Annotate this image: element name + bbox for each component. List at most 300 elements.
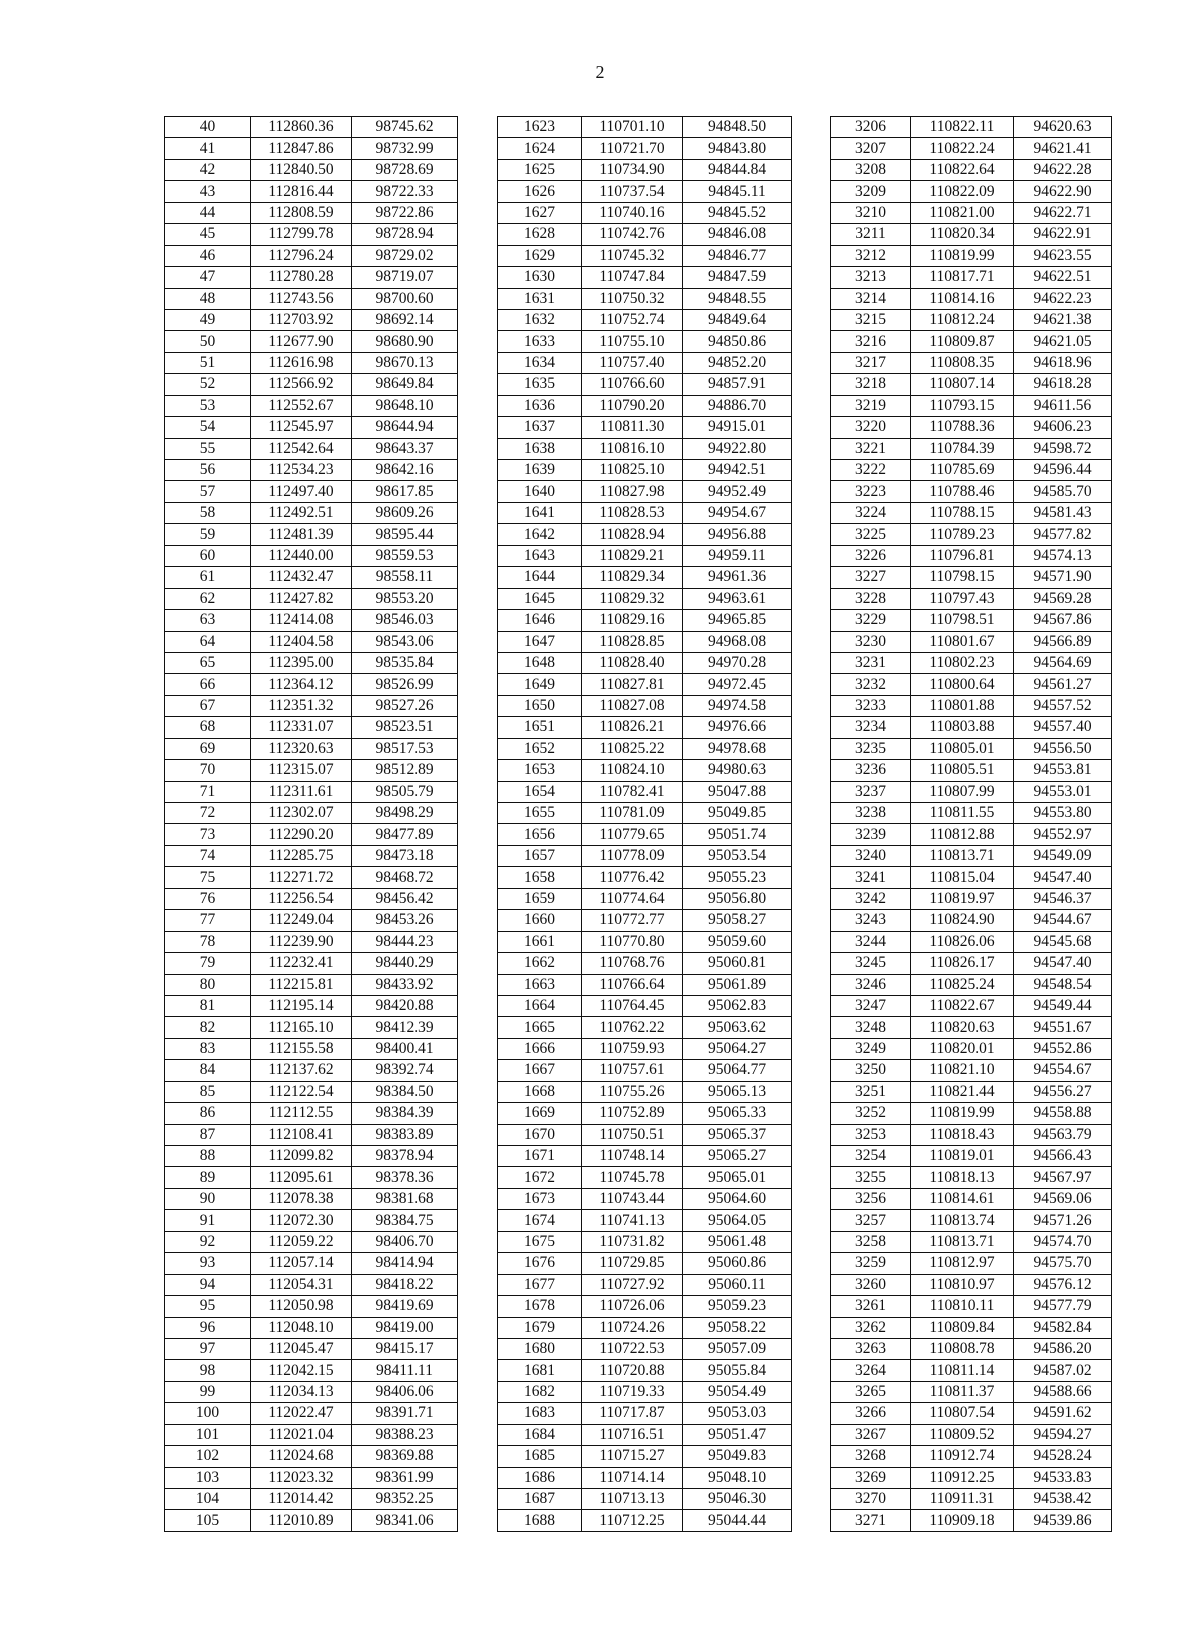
point-number-cell: 105 xyxy=(165,1510,251,1531)
point-number-cell: 1651 xyxy=(498,717,582,738)
table-row xyxy=(831,1467,1112,1488)
point-number-cell: 3217 xyxy=(831,352,911,373)
y-coordinate-cell: 94575.70 xyxy=(1014,1253,1112,1274)
point-number-cell: 3211 xyxy=(831,224,911,245)
point-number-cell: 41 xyxy=(165,138,251,159)
y-coordinate-cell: 94558.88 xyxy=(1014,1103,1112,1124)
x-coordinate-cell: 110819.97 xyxy=(911,888,1014,909)
y-coordinate-cell: 94844.84 xyxy=(683,159,792,180)
point-number-cell: 88 xyxy=(165,1146,251,1167)
table-row xyxy=(165,438,458,459)
table-row xyxy=(165,1403,458,1424)
y-coordinate-cell: 94528.24 xyxy=(1014,1446,1112,1467)
table-row xyxy=(498,224,792,245)
y-coordinate-cell: 98477.89 xyxy=(352,824,458,845)
point-number-cell: 1660 xyxy=(498,910,582,931)
point-number-cell: 3222 xyxy=(831,460,911,481)
point-number-cell: 1680 xyxy=(498,1338,582,1359)
table-row xyxy=(498,181,792,202)
y-coordinate-cell: 94846.77 xyxy=(683,245,792,266)
x-coordinate-cell: 110784.39 xyxy=(911,438,1014,459)
table-row xyxy=(831,524,1112,545)
point-number-cell: 1645 xyxy=(498,588,582,609)
x-coordinate-cell: 110822.64 xyxy=(911,159,1014,180)
x-coordinate-cell: 112034.13 xyxy=(251,1381,352,1402)
table-row xyxy=(165,352,458,373)
x-coordinate-cell: 110824.10 xyxy=(582,760,683,781)
x-coordinate-cell: 110755.26 xyxy=(582,1081,683,1102)
y-coordinate-cell: 98468.72 xyxy=(352,867,458,888)
point-number-cell: 1652 xyxy=(498,738,582,759)
table-row xyxy=(165,803,458,824)
x-coordinate-cell: 110731.82 xyxy=(582,1231,683,1252)
x-coordinate-cell: 110800.64 xyxy=(911,674,1014,695)
x-coordinate-cell: 112816.44 xyxy=(251,181,352,202)
point-number-cell: 79 xyxy=(165,953,251,974)
x-coordinate-cell: 110717.87 xyxy=(582,1403,683,1424)
y-coordinate-cell: 98369.88 xyxy=(352,1446,458,1467)
point-number-cell: 3231 xyxy=(831,652,911,673)
x-coordinate-cell: 112552.67 xyxy=(251,395,352,416)
y-coordinate-cell: 94561.27 xyxy=(1014,674,1112,695)
table-row xyxy=(498,845,792,866)
table-row xyxy=(831,867,1112,888)
y-coordinate-cell: 98400.41 xyxy=(352,1038,458,1059)
y-coordinate-cell: 94954.67 xyxy=(683,502,792,523)
y-coordinate-cell: 94849.64 xyxy=(683,309,792,330)
table-row xyxy=(165,1317,458,1338)
x-coordinate-cell: 110818.43 xyxy=(911,1124,1014,1145)
x-coordinate-cell: 112285.75 xyxy=(251,845,352,866)
x-coordinate-cell: 112021.04 xyxy=(251,1424,352,1445)
x-coordinate-cell: 112195.14 xyxy=(251,995,352,1016)
point-number-cell: 96 xyxy=(165,1317,251,1338)
point-number-cell: 3269 xyxy=(831,1467,911,1488)
point-number-cell: 1634 xyxy=(498,352,582,373)
x-coordinate-cell: 110810.97 xyxy=(911,1274,1014,1295)
y-coordinate-cell: 94618.28 xyxy=(1014,374,1112,395)
x-coordinate-cell: 110807.54 xyxy=(911,1403,1014,1424)
x-coordinate-cell: 112042.15 xyxy=(251,1360,352,1381)
x-coordinate-cell: 112048.10 xyxy=(251,1317,352,1338)
y-coordinate-cell: 98378.94 xyxy=(352,1146,458,1167)
point-number-cell: 3230 xyxy=(831,631,911,652)
y-coordinate-cell: 94552.97 xyxy=(1014,824,1112,845)
point-number-cell: 104 xyxy=(165,1489,251,1510)
y-coordinate-cell: 94591.62 xyxy=(1014,1403,1112,1424)
y-coordinate-cell: 98642.16 xyxy=(352,460,458,481)
x-coordinate-cell: 110768.76 xyxy=(582,953,683,974)
x-coordinate-cell: 112481.39 xyxy=(251,524,352,545)
y-coordinate-cell: 98420.88 xyxy=(352,995,458,1016)
y-coordinate-cell: 94571.26 xyxy=(1014,1210,1112,1231)
table-row xyxy=(498,867,792,888)
point-number-cell: 3254 xyxy=(831,1146,911,1167)
x-coordinate-cell: 110820.63 xyxy=(911,1017,1014,1038)
table-row xyxy=(831,374,1112,395)
x-coordinate-cell: 112232.41 xyxy=(251,953,352,974)
table-row xyxy=(831,1146,1112,1167)
table-row xyxy=(831,417,1112,438)
table-row xyxy=(498,803,792,824)
table-row xyxy=(831,824,1112,845)
x-coordinate-cell: 112059.22 xyxy=(251,1231,352,1252)
point-number-cell: 1661 xyxy=(498,931,582,952)
x-coordinate-cell: 110781.09 xyxy=(582,803,683,824)
table-row xyxy=(498,1510,792,1531)
y-coordinate-cell: 94576.12 xyxy=(1014,1274,1112,1295)
y-coordinate-cell: 94972.45 xyxy=(683,674,792,695)
x-coordinate-cell: 110811.30 xyxy=(582,417,683,438)
table-row xyxy=(831,1296,1112,1317)
y-coordinate-cell: 98419.69 xyxy=(352,1296,458,1317)
y-coordinate-cell: 94554.67 xyxy=(1014,1060,1112,1081)
table-row xyxy=(831,245,1112,266)
y-coordinate-cell: 95064.60 xyxy=(683,1188,792,1209)
point-number-cell: 1648 xyxy=(498,652,582,673)
x-coordinate-cell: 110815.04 xyxy=(911,867,1014,888)
point-number-cell: 3239 xyxy=(831,824,911,845)
point-number-cell: 53 xyxy=(165,395,251,416)
x-coordinate-cell: 110828.94 xyxy=(582,524,683,545)
y-coordinate-cell: 94623.55 xyxy=(1014,245,1112,266)
table-row xyxy=(165,995,458,1016)
x-coordinate-cell: 110819.99 xyxy=(911,1103,1014,1124)
table-row xyxy=(498,910,792,931)
y-coordinate-cell: 98418.22 xyxy=(352,1274,458,1295)
table-row xyxy=(165,1103,458,1124)
table-row xyxy=(831,760,1112,781)
x-coordinate-cell: 112078.38 xyxy=(251,1188,352,1209)
y-coordinate-cell: 94557.40 xyxy=(1014,717,1112,738)
point-number-cell: 1667 xyxy=(498,1060,582,1081)
point-number-cell: 50 xyxy=(165,331,251,352)
point-number-cell: 3240 xyxy=(831,845,911,866)
x-coordinate-cell: 110814.16 xyxy=(911,288,1014,309)
point-number-cell: 3243 xyxy=(831,910,911,931)
y-coordinate-cell: 94538.42 xyxy=(1014,1489,1112,1510)
point-number-cell: 3250 xyxy=(831,1060,911,1081)
table-row xyxy=(498,1489,792,1510)
table-row xyxy=(498,1446,792,1467)
table-row xyxy=(165,588,458,609)
table-row xyxy=(831,888,1112,909)
table-row xyxy=(165,1424,458,1445)
table-row xyxy=(165,545,458,566)
table-row xyxy=(165,1446,458,1467)
point-number-cell: 61 xyxy=(165,567,251,588)
point-number-cell: 3267 xyxy=(831,1424,911,1445)
x-coordinate-cell: 110809.52 xyxy=(911,1424,1014,1445)
x-coordinate-cell: 110721.70 xyxy=(582,138,683,159)
y-coordinate-cell: 98523.51 xyxy=(352,717,458,738)
point-number-cell: 1654 xyxy=(498,781,582,802)
table-row xyxy=(831,610,1112,631)
table-row xyxy=(831,1081,1112,1102)
y-coordinate-cell: 94553.01 xyxy=(1014,781,1112,802)
table-row xyxy=(831,1231,1112,1252)
table-row xyxy=(165,117,458,138)
y-coordinate-cell: 94539.86 xyxy=(1014,1510,1112,1531)
point-number-cell: 64 xyxy=(165,631,251,652)
y-coordinate-cell: 95053.03 xyxy=(683,1403,792,1424)
point-number-cell: 1628 xyxy=(498,224,582,245)
point-number-cell: 1673 xyxy=(498,1188,582,1209)
x-coordinate-cell: 112860.36 xyxy=(251,117,352,138)
x-coordinate-cell: 110727.92 xyxy=(582,1274,683,1295)
point-number-cell: 3246 xyxy=(831,974,911,995)
x-coordinate-cell: 112290.20 xyxy=(251,824,352,845)
x-coordinate-cell: 110757.61 xyxy=(582,1060,683,1081)
point-number-cell: 3225 xyxy=(831,524,911,545)
y-coordinate-cell: 94544.67 xyxy=(1014,910,1112,931)
table-row xyxy=(165,1038,458,1059)
point-number-cell: 1631 xyxy=(498,288,582,309)
table-row xyxy=(498,1146,792,1167)
x-coordinate-cell: 110745.78 xyxy=(582,1167,683,1188)
y-coordinate-cell: 94598.72 xyxy=(1014,438,1112,459)
table-row xyxy=(498,1188,792,1209)
x-coordinate-cell: 112542.64 xyxy=(251,438,352,459)
table-row xyxy=(498,1274,792,1295)
point-number-cell: 3233 xyxy=(831,695,911,716)
x-coordinate-cell: 110789.23 xyxy=(911,524,1014,545)
point-number-cell: 1671 xyxy=(498,1146,582,1167)
y-coordinate-cell: 98558.11 xyxy=(352,567,458,588)
y-coordinate-cell: 94547.40 xyxy=(1014,953,1112,974)
y-coordinate-cell: 94618.96 xyxy=(1014,352,1112,373)
y-coordinate-cell: 95065.37 xyxy=(683,1124,792,1145)
x-coordinate-cell: 112492.51 xyxy=(251,502,352,523)
x-coordinate-cell: 110813.74 xyxy=(911,1210,1014,1231)
table-row xyxy=(165,374,458,395)
y-coordinate-cell: 94582.84 xyxy=(1014,1317,1112,1338)
point-number-cell: 1664 xyxy=(498,995,582,1016)
table-row xyxy=(831,1103,1112,1124)
x-coordinate-cell: 110722.53 xyxy=(582,1338,683,1359)
table-row xyxy=(165,674,458,695)
table-row xyxy=(831,953,1112,974)
point-number-cell: 86 xyxy=(165,1103,251,1124)
point-number-cell: 1627 xyxy=(498,202,582,223)
x-coordinate-cell: 112099.82 xyxy=(251,1146,352,1167)
x-coordinate-cell: 112796.24 xyxy=(251,245,352,266)
table-row xyxy=(498,438,792,459)
x-coordinate-cell: 110713.13 xyxy=(582,1489,683,1510)
point-number-cell: 3235 xyxy=(831,738,911,759)
y-coordinate-cell: 94557.52 xyxy=(1014,695,1112,716)
table-row xyxy=(831,1317,1112,1338)
x-coordinate-cell: 112014.42 xyxy=(251,1489,352,1510)
y-coordinate-cell: 95055.84 xyxy=(683,1360,792,1381)
x-coordinate-cell: 110813.71 xyxy=(911,845,1014,866)
y-coordinate-cell: 94552.86 xyxy=(1014,1038,1112,1059)
point-number-cell: 1657 xyxy=(498,845,582,866)
x-coordinate-cell: 110820.34 xyxy=(911,224,1014,245)
y-coordinate-cell: 94968.08 xyxy=(683,631,792,652)
table-row xyxy=(165,1381,458,1402)
point-number-cell: 1650 xyxy=(498,695,582,716)
table-row xyxy=(498,202,792,223)
point-number-cell: 45 xyxy=(165,224,251,245)
point-number-cell: 3214 xyxy=(831,288,911,309)
table-row xyxy=(831,1489,1112,1510)
x-coordinate-cell: 112497.40 xyxy=(251,481,352,502)
y-coordinate-cell: 98419.00 xyxy=(352,1317,458,1338)
table-row xyxy=(831,695,1112,716)
x-coordinate-cell: 110729.85 xyxy=(582,1253,683,1274)
point-number-cell: 62 xyxy=(165,588,251,609)
point-number-cell: 1653 xyxy=(498,760,582,781)
table-row xyxy=(165,1210,458,1231)
table-row xyxy=(165,931,458,952)
y-coordinate-cell: 98543.06 xyxy=(352,631,458,652)
table-row xyxy=(165,867,458,888)
x-coordinate-cell: 112095.61 xyxy=(251,1167,352,1188)
table-row xyxy=(831,1274,1112,1295)
y-coordinate-cell: 94581.43 xyxy=(1014,502,1112,523)
table-row xyxy=(831,1210,1112,1231)
y-coordinate-cell: 98729.02 xyxy=(352,245,458,266)
y-coordinate-cell: 94847.59 xyxy=(683,267,792,288)
x-coordinate-cell: 112315.07 xyxy=(251,760,352,781)
point-number-cell: 1679 xyxy=(498,1317,582,1338)
x-coordinate-cell: 112404.58 xyxy=(251,631,352,652)
y-coordinate-cell: 98722.86 xyxy=(352,202,458,223)
y-coordinate-cell: 94547.40 xyxy=(1014,867,1112,888)
table-row xyxy=(498,138,792,159)
x-coordinate-cell: 112122.54 xyxy=(251,1081,352,1102)
x-coordinate-cell: 112108.41 xyxy=(251,1124,352,1145)
x-coordinate-cell: 110829.16 xyxy=(582,610,683,631)
point-number-cell: 1636 xyxy=(498,395,582,416)
y-coordinate-cell: 95044.44 xyxy=(683,1510,792,1531)
y-coordinate-cell: 98644.94 xyxy=(352,417,458,438)
point-number-cell: 97 xyxy=(165,1338,251,1359)
point-number-cell: 1670 xyxy=(498,1124,582,1145)
point-number-cell: 42 xyxy=(165,159,251,180)
table-row xyxy=(831,717,1112,738)
y-coordinate-cell: 94563.79 xyxy=(1014,1124,1112,1145)
x-coordinate-cell: 110790.20 xyxy=(582,395,683,416)
x-coordinate-cell: 112010.89 xyxy=(251,1510,352,1531)
y-coordinate-cell: 98517.53 xyxy=(352,738,458,759)
table-row xyxy=(831,1424,1112,1445)
y-coordinate-cell: 95049.85 xyxy=(683,803,792,824)
y-coordinate-cell: 94970.28 xyxy=(683,652,792,673)
point-number-cell: 70 xyxy=(165,760,251,781)
y-coordinate-cell: 94956.88 xyxy=(683,524,792,545)
x-coordinate-cell: 110797.43 xyxy=(911,588,1014,609)
y-coordinate-cell: 95048.10 xyxy=(683,1467,792,1488)
point-number-cell: 103 xyxy=(165,1467,251,1488)
y-coordinate-cell: 94974.58 xyxy=(683,695,792,716)
y-coordinate-cell: 94850.86 xyxy=(683,331,792,352)
table-row xyxy=(498,760,792,781)
table-row xyxy=(498,352,792,373)
x-coordinate-cell: 110757.40 xyxy=(582,352,683,373)
y-coordinate-cell: 98505.79 xyxy=(352,781,458,802)
y-coordinate-cell: 95064.77 xyxy=(683,1060,792,1081)
y-coordinate-cell: 95046.30 xyxy=(683,1489,792,1510)
y-coordinate-cell: 94587.02 xyxy=(1014,1360,1112,1381)
x-coordinate-cell: 110829.21 xyxy=(582,545,683,566)
point-number-cell: 3213 xyxy=(831,267,911,288)
y-coordinate-cell: 98745.62 xyxy=(352,117,458,138)
coordinate-table-1 xyxy=(164,116,458,1532)
table-row xyxy=(165,1146,458,1167)
table-row xyxy=(498,931,792,952)
table-row xyxy=(831,117,1112,138)
y-coordinate-cell: 95058.27 xyxy=(683,910,792,931)
point-number-cell: 1640 xyxy=(498,481,582,502)
y-coordinate-cell: 98526.99 xyxy=(352,674,458,695)
point-number-cell: 3220 xyxy=(831,417,911,438)
x-coordinate-cell: 110816.10 xyxy=(582,438,683,459)
point-number-cell: 74 xyxy=(165,845,251,866)
table-row xyxy=(831,1017,1112,1038)
point-number-cell: 47 xyxy=(165,267,251,288)
point-number-cell: 3248 xyxy=(831,1017,911,1038)
y-coordinate-cell: 94622.71 xyxy=(1014,202,1112,223)
x-coordinate-cell: 112165.10 xyxy=(251,1017,352,1038)
table-row xyxy=(165,631,458,652)
y-coordinate-cell: 95062.83 xyxy=(683,995,792,1016)
table-row xyxy=(498,1253,792,1274)
point-number-cell: 85 xyxy=(165,1081,251,1102)
table-row xyxy=(165,1360,458,1381)
point-number-cell: 3206 xyxy=(831,117,911,138)
y-coordinate-cell: 98392.74 xyxy=(352,1060,458,1081)
table-row xyxy=(498,1360,792,1381)
table-row xyxy=(165,181,458,202)
y-coordinate-cell: 94622.23 xyxy=(1014,288,1112,309)
x-coordinate-cell: 112050.98 xyxy=(251,1296,352,1317)
table-row xyxy=(498,460,792,481)
point-number-cell: 3207 xyxy=(831,138,911,159)
table-row xyxy=(165,824,458,845)
y-coordinate-cell: 94621.05 xyxy=(1014,331,1112,352)
point-number-cell: 43 xyxy=(165,181,251,202)
table-row xyxy=(165,202,458,223)
point-number-cell: 3221 xyxy=(831,438,911,459)
y-coordinate-cell: 95063.62 xyxy=(683,1017,792,1038)
table-row xyxy=(165,717,458,738)
point-number-cell: 3264 xyxy=(831,1360,911,1381)
table-row xyxy=(831,545,1112,566)
x-coordinate-cell: 110766.60 xyxy=(582,374,683,395)
table-row xyxy=(831,781,1112,802)
x-coordinate-cell: 110798.15 xyxy=(911,567,1014,588)
x-coordinate-cell: 112137.62 xyxy=(251,1060,352,1081)
y-coordinate-cell: 95060.86 xyxy=(683,1253,792,1274)
x-coordinate-cell: 110826.21 xyxy=(582,717,683,738)
y-coordinate-cell: 94846.08 xyxy=(683,224,792,245)
y-coordinate-cell: 98473.18 xyxy=(352,845,458,866)
table-row xyxy=(498,588,792,609)
table-row xyxy=(831,931,1112,952)
point-number-cell: 1644 xyxy=(498,567,582,588)
point-number-cell: 1624 xyxy=(498,138,582,159)
table-row xyxy=(498,695,792,716)
point-number-cell: 1646 xyxy=(498,610,582,631)
table-row xyxy=(498,974,792,995)
table-row xyxy=(165,888,458,909)
x-coordinate-cell: 110828.85 xyxy=(582,631,683,652)
point-number-cell: 3247 xyxy=(831,995,911,1016)
x-coordinate-cell: 110819.99 xyxy=(911,245,1014,266)
table-row xyxy=(498,545,792,566)
